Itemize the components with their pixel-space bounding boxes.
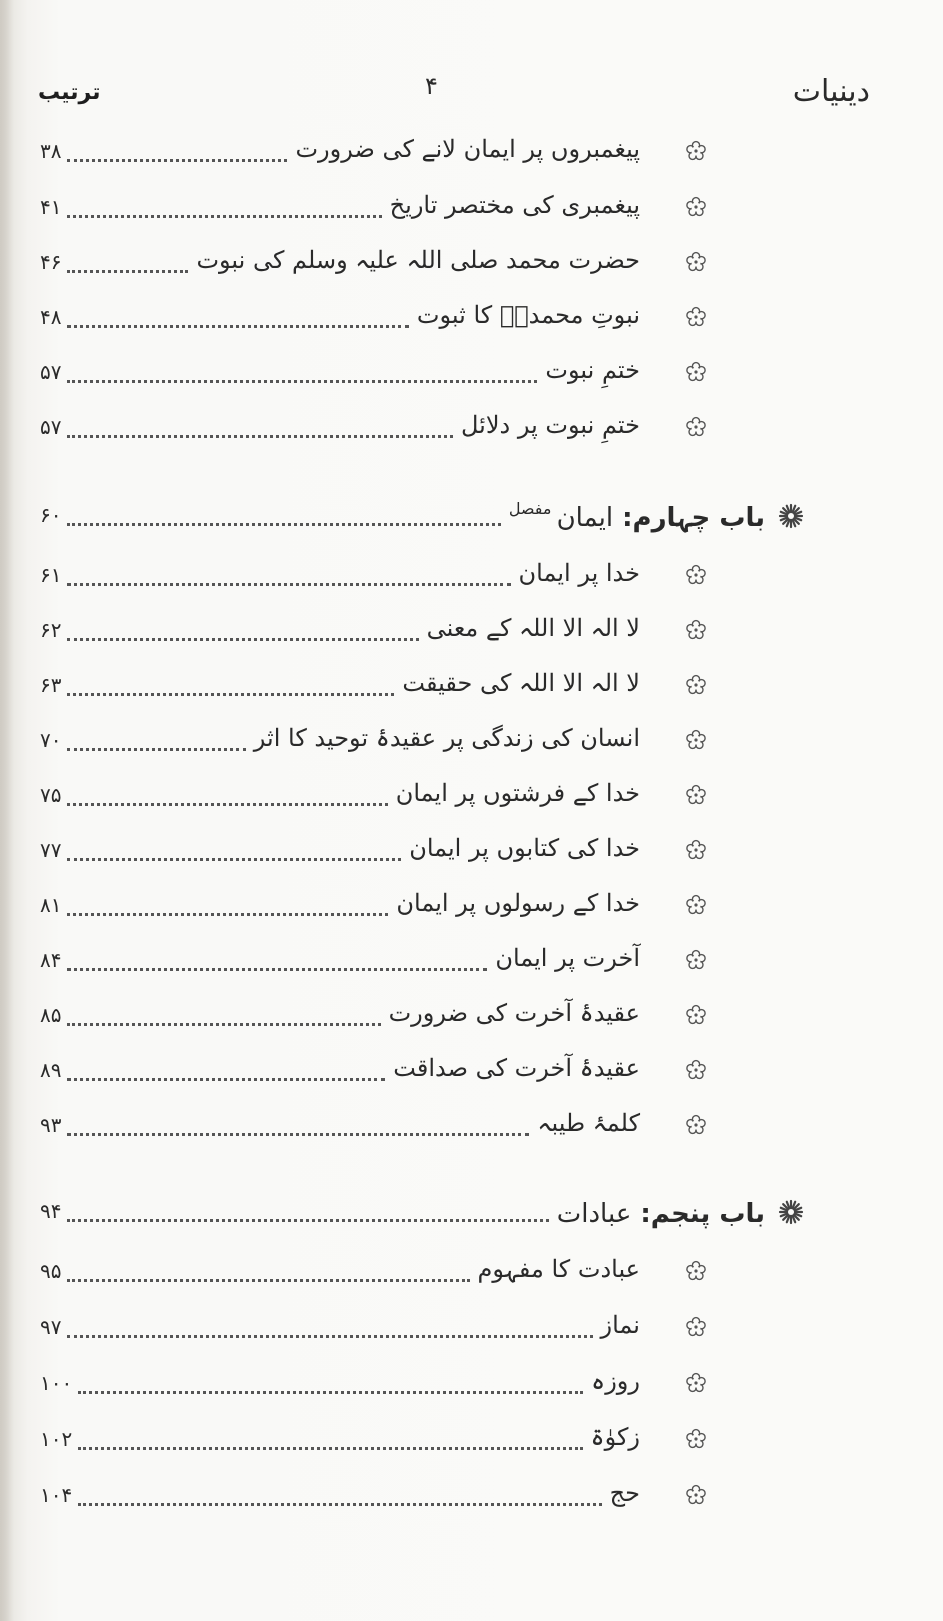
dot-leader [78,1503,601,1506]
flower-outline-icon [684,195,708,219]
toc-entry-page-number: ۹۳ [40,1113,62,1137]
toc-entry[interactable] [30,1365,750,1405]
toc-entry[interactable] [30,557,750,597]
toc-entry[interactable] [30,1107,750,1147]
toc-entry-title: خدا کے فرشتوں پر ایمان [395,779,640,807]
toc-entry[interactable] [30,777,750,817]
running-header [30,70,870,120]
dot-leader [67,1023,380,1026]
toc-entry[interactable] [30,1253,750,1293]
toc-entry[interactable] [30,942,750,982]
toc-entry[interactable] [30,667,750,707]
toc-entry-title: ختمِ نبوت پر دلائل [460,411,640,439]
toc-entry-page-number: ۶۳ [40,673,62,697]
dot-leader [67,748,245,751]
toc-entry[interactable] [30,887,750,927]
toc-entry-page-number: ۷۰ [40,728,62,752]
chapter-name-superscript: مفصل [508,499,557,518]
toc-chapter-page-number: ۶۰ [40,503,62,527]
toc-entry-title: کلمۂ طیبہ [537,1109,640,1137]
toc-entry-title: ختمِ نبوت [545,356,640,384]
toc-entry-page-number: ۶۱ [40,563,62,587]
toc-entry[interactable] [30,1309,750,1349]
toc-entry[interactable] [30,133,750,173]
toc-entry-title: لا الہ الا اللہ کے معنی [426,614,640,642]
toc-entry-page-number: ۸۹ [40,1058,62,1082]
toc-entry-page-number: ۸۵ [40,1003,62,1027]
flower-outline-icon [684,1315,708,1339]
dot-leader [67,215,381,218]
toc-entry-page-number: ۵۷ [40,360,62,384]
toc-entry-page-number: ۷۷ [40,838,62,862]
toc-entry-title: حج [609,1479,640,1507]
dot-leader [67,1219,548,1222]
dot-leader [67,325,408,328]
toc-entry[interactable] [30,612,750,652]
dot-leader [67,583,510,586]
toc-entry-page-number: ۸۱ [40,893,62,917]
dot-leader [67,693,394,696]
dot-leader [78,1447,582,1450]
toc-entry-title: خدا کی کتابوں پر ایمان [409,834,640,862]
flower-outline-icon [684,415,708,439]
toc-entry[interactable] [30,1477,750,1517]
toc-entry-title: عبادت کا مفہوم [477,1255,640,1283]
toc-entry-title: پیغمبری کی مختصر تاریخ [389,191,640,219]
flower-outline-icon [684,1371,708,1395]
toc-entry[interactable] [30,409,750,449]
toc-entry-page-number: ۷۵ [40,783,62,807]
toc-entry-title: عقیدۂ آخرت کی صداقت [393,1054,640,1082]
toc-chapter-title [557,1195,765,1229]
toc-entry-page-number: ۴۸ [40,305,62,329]
dot-leader [67,1335,592,1338]
flower-outline-icon [684,305,708,329]
dot-leader [67,159,287,162]
toc-chapter[interactable] [30,497,765,537]
toc-entry-title: نماز [600,1311,640,1339]
dot-leader [67,380,537,383]
toc-entry-page-number: ۸۴ [40,948,62,972]
toc-entry[interactable] [30,299,750,339]
toc-entry-title: خدا پر ایمان [518,559,640,587]
dot-leader [67,1279,469,1282]
toc-entry-title: آخرت پر ایمان [495,944,640,972]
chapter-label: باب چہارم: [613,503,765,533]
running-header-section: ترتیب [38,80,101,105]
toc-entry[interactable] [30,722,750,762]
toc-entry[interactable] [30,1052,750,1092]
flower-outline-icon [684,360,708,384]
dot-leader [67,803,387,806]
chapter-name: عبادات [556,1199,632,1229]
starburst-icon [778,503,802,527]
toc-entry-title: لا الہ الا اللہ کی حقیقت [402,669,640,697]
dot-leader [67,968,487,971]
flower-outline-icon [684,893,708,917]
toc-entry-title: روزہ [591,1367,640,1395]
dot-leader [67,435,453,438]
toc-entry-title: خدا کے رسولوں پر ایمان [396,889,640,917]
toc-entry-page-number: ۱۰۰ [40,1371,73,1395]
flower-outline-icon [684,948,708,972]
dot-leader [67,913,388,916]
dot-leader [67,858,401,861]
chapter-name: ایمان [556,503,614,533]
toc-entry-page-number: ۴۱ [40,195,62,219]
toc-entry[interactable] [30,997,750,1037]
toc-entry[interactable] [30,244,750,284]
toc-entry-title: پیغمبروں پر ایمان لانے کی ضرورت [295,135,640,163]
toc-entry-title: نبوتِ محمدیؐ کا ثبوت [416,301,640,329]
toc-entry-title: عقیدۂ آخرت کی ضرورت [388,999,640,1027]
dot-leader [67,523,500,526]
starburst-icon [778,1199,802,1223]
toc-entry-title: زکوٰۃ [590,1423,640,1451]
dot-leader [78,1391,583,1394]
flower-outline-icon [684,673,708,697]
dot-leader [67,1078,385,1081]
toc-entry-title: انسان کی زندگی پر عقیدۂ توحید کا اثر [253,724,640,752]
dot-leader [67,638,418,641]
flower-outline-icon [684,783,708,807]
running-header-book-title: دینیات [792,74,870,109]
flower-outline-icon [684,728,708,752]
flower-outline-icon [684,618,708,642]
toc-chapter-page-number: ۹۴ [40,1199,62,1223]
flower-outline-icon [684,1259,708,1283]
toc-entry-page-number: ۹۵ [40,1259,62,1283]
page-number: ۴ [425,72,438,100]
flower-outline-icon [684,1058,708,1082]
toc-entry[interactable] [30,189,750,229]
toc-entry[interactable] [30,832,750,872]
toc-entry[interactable] [30,354,750,394]
toc-entry-page-number: ۶۲ [40,618,62,642]
flower-outline-icon [684,563,708,587]
flower-outline-icon [684,1003,708,1027]
toc-entry-page-number: ۳۸ [40,139,62,163]
toc-chapter[interactable] [30,1193,765,1233]
toc-entry[interactable] [30,1421,750,1461]
chapter-label: باب پنجم: [631,1199,765,1229]
dot-leader [67,1133,529,1136]
flower-outline-icon [684,1483,708,1507]
toc-entry-title: حضرت محمد صلی اللہ علیہ وسلم کی نبوت [196,246,640,274]
toc-chapter-title [509,499,765,533]
flower-outline-icon [684,1113,708,1137]
toc-entry-page-number: ۹۷ [40,1315,62,1339]
binding-gutter [0,0,14,1621]
flower-outline-icon [684,250,708,274]
flower-outline-icon [684,139,708,163]
dot-leader [67,270,188,273]
flower-outline-icon [684,1427,708,1451]
toc-entry-page-number: ۱۰۴ [40,1483,73,1507]
flower-outline-icon [684,838,708,862]
toc-entry-page-number: ۴۶ [40,250,62,274]
toc-entry-page-number: ۵۷ [40,415,62,439]
toc-entry-page-number: ۱۰۲ [40,1427,73,1451]
